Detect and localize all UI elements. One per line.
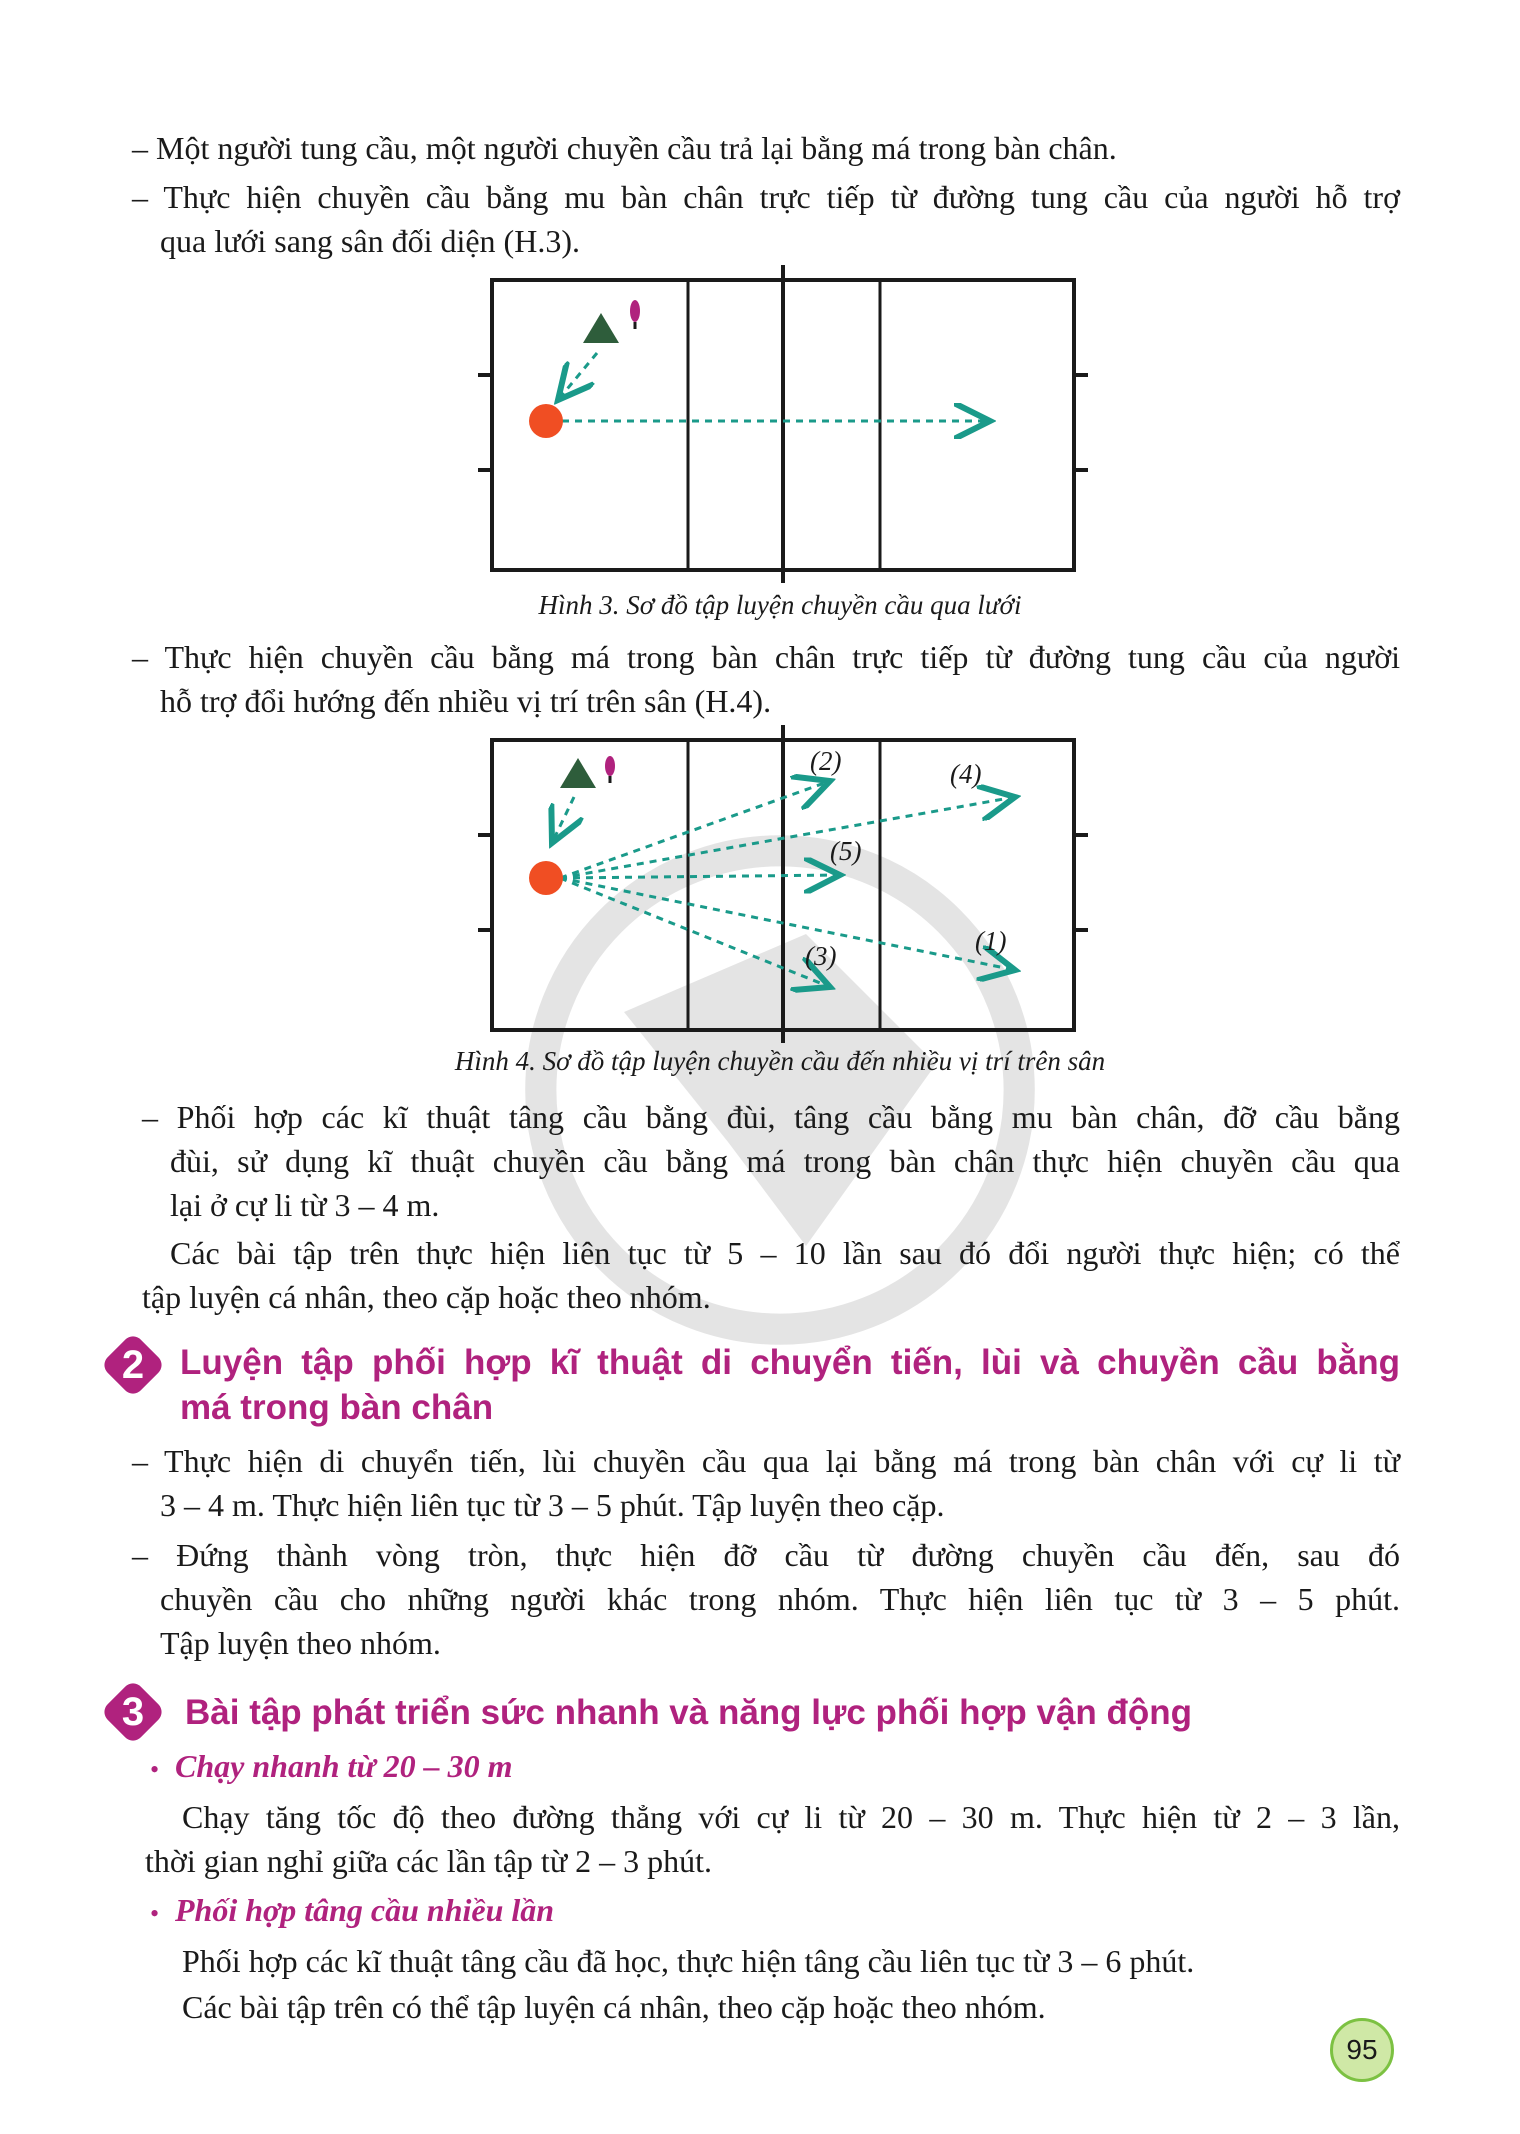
bullet-dot-2: • [150,1899,160,1928]
bullet-2-line-b: Các bài tập trên có thể tập luyện cá nhân, theo cặp hoặc theo nhóm. [182,1989,1046,2025]
route-label-1: (1) [975,926,1007,956]
shuttlecock-icon [605,756,615,783]
section-2-title-line2: má trong bàn chân [180,1388,494,1427]
line-7c: Tập luyện theo nhóm. [160,1625,441,1661]
line-4a: – Phối hợp các kĩ thuật tâng cầu bằng đùi, tâng cầu bằng mu bàn chân, đỡ cầu bằng [142,1099,1400,1135]
page-number: 95 [1330,2018,1394,2082]
shuttlecock-icon [630,300,640,329]
section-3-number: 3 [103,1682,163,1742]
bullet-2-line-a: Phối hợp các kĩ thuật tâng cầu đã học, thực hiện tâng cầu liên tục từ 3 – 6 phút. [182,1943,1195,1979]
route-label-4: (4) [950,759,982,789]
figure-4-caption: Hình 4. Sơ đồ tập luyện chuyền cầu đến nhiều vị trí trên sân [454,1046,1106,1076]
bullet-title-1: Chạy nhanh từ 20 – 30 m [175,1748,513,1784]
figure-3-caption: Hình 3. Sơ đồ tập luyện chuyền cầu qua lưới [538,590,1022,620]
bullet-1-line-b: thời gian nghỉ giữa các lần tập từ 2 – 3 phút. [145,1843,713,1879]
bullet-dot-1: • [150,1755,160,1784]
route-label-5: (5) [830,836,862,866]
route-label-3: (3) [805,941,837,971]
route-label-2: (2) [810,746,842,776]
bullet-1-line-a: Chạy tăng tốc độ theo đường thẳng với cự li từ 20 – 30 m. Thực hiện từ 2 – 3 lần, [182,1799,1400,1835]
line-4c: lại ở cự li từ 3 – 4 m. [170,1187,440,1223]
line-2a: – Thực hiện chuyền cầu bằng mu bàn chân trực tiếp từ đường tung cầu của người hỗ trợ [132,179,1400,215]
line-5b: tập luyện cá nhân, theo cặp hoặc theo nhóm. [142,1279,711,1315]
line-7b: chuyền cầu cho những người khác trong nhóm. Thực hiện liên tục từ 3 – 5 phút. [160,1581,1400,1617]
line-5a: Các bài tập trên thực hiện liên tục từ 5 – 10 lần sau đó đổi người thực hiện; có thể [170,1235,1400,1271]
line-4b: đùi, sử dụng kĩ thuật chuyền cầu bằng má trong bàn chân thực hiện chuyền cầu qua [170,1143,1400,1179]
line-7a: – Đứng thành vòng tròn, thực hiện đỡ cầu từ đường chuyền cầu đến, sau đó [132,1537,1400,1573]
figure-4-diagram [470,725,1090,1045]
line-6b: 3 – 4 m. Thực hiện liên tục từ 3 – 5 phút. Tập luyện theo cặp. [160,1487,945,1523]
bullet-title-2: Phối hợp tâng cầu nhiều lần [175,1892,555,1928]
line-3a: – Thực hiện chuyền cầu bằng má trong bàn chân trực tiếp từ đường tung cầu của người [132,639,1400,675]
section-3-title: Bài tập phát triển sức nhanh và năng lực phối hợp vận động [185,1693,1193,1732]
line-6a: – Thực hiện di chuyển tiến, lùi chuyền cầu qua lại bằng má trong bàn chân với cự li từ [132,1443,1400,1479]
section-2-number: 2 [103,1335,163,1395]
section-2-title-line1: Luyện tập phối hợp kĩ thuật di chuyển tiến, lùi và chuyền cầu bằng [180,1343,1400,1382]
line-3b: hỗ trợ đổi hướng đến nhiều vị trí trên sân (H.4). [160,683,772,719]
line-1: – Một người tung cầu, một người chuyền cầu trả lại bằng má trong bàn chân. [132,130,1117,166]
figure-3-diagram [470,265,1090,585]
line-2b: qua lưới sang sân đối diện (H.3). [160,223,580,259]
player-circle [529,404,563,438]
helper-triangle [583,313,619,343]
